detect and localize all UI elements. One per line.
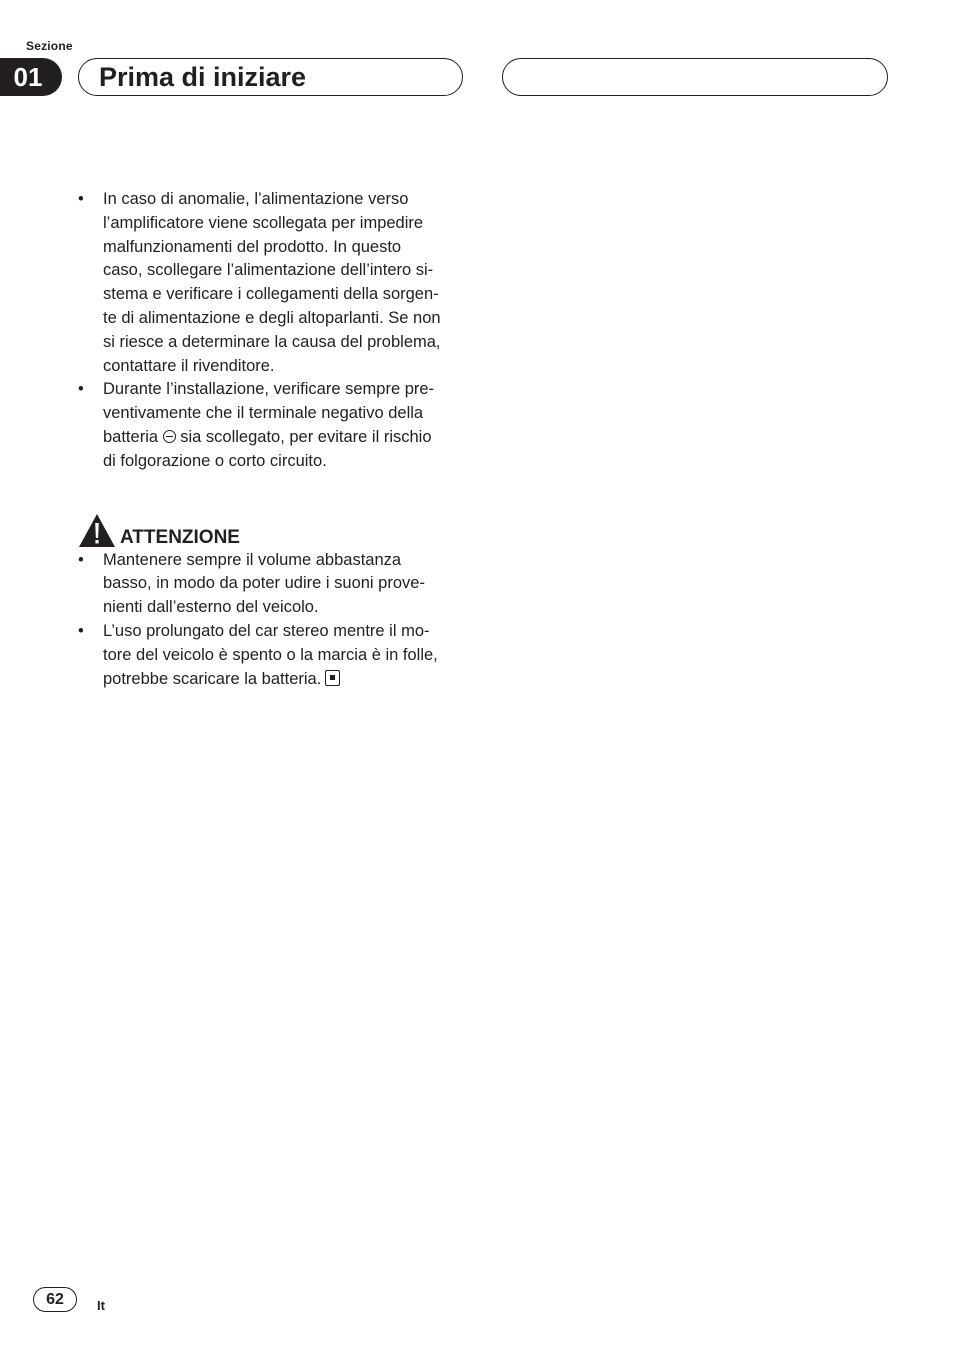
bullet-icon: • <box>78 380 84 399</box>
list-item <box>78 620 470 691</box>
page-title-text: Prima di iniziare <box>99 61 307 92</box>
caution-list <box>78 549 470 692</box>
line: si riesce a determinare la causa del problema, <box>103 332 441 351</box>
line: sia scollegato, per evitare il rischio <box>180 427 432 446</box>
main-column <box>78 188 470 691</box>
line: ventivamente che il terminale negativo della <box>103 404 424 423</box>
minus-circle-icon <box>163 430 176 443</box>
list-item <box>78 378 470 473</box>
list-item <box>78 188 470 378</box>
bullet-icon: • <box>78 621 84 640</box>
warning-triangle-icon <box>78 513 116 549</box>
info-list <box>78 188 470 474</box>
language-code: It <box>97 1298 105 1313</box>
line: batteria <box>103 427 159 446</box>
bullet-icon: • <box>78 550 84 569</box>
section-label: Sezione <box>26 39 73 53</box>
line: te di alimentazione e degli altoparlanti. Se non <box>103 308 441 327</box>
bullet-icon: • <box>78 190 84 208</box>
line: potrebbe scaricare la batteria. <box>103 669 322 688</box>
end-mark-icon <box>325 670 340 686</box>
line: l’amplificatore viene scollegata per impedire <box>103 213 424 232</box>
line: stema e verificare i collegamenti della sorgen- <box>103 285 439 304</box>
line: In caso di anomalie, l’alimentazione verso <box>103 190 409 208</box>
line: nienti dall’esterno del veicolo. <box>103 598 319 617</box>
line: basso, in modo da poter udire i suoni prove- <box>103 574 425 593</box>
line: L’uso prolungato del car stereo mentre il mo- <box>103 621 430 640</box>
section-number-badge: 01 <box>0 58 62 96</box>
line: caso, scollegare l’alimentazione dell’intero si- <box>103 261 434 280</box>
line: contattare il rivenditore. <box>103 356 275 375</box>
caution-heading <box>78 511 470 549</box>
page-title <box>78 58 463 96</box>
page-number: 62 <box>33 1287 77 1312</box>
line: Durante l’installazione, verificare sempre pre- <box>103 380 435 399</box>
list-item <box>78 549 470 620</box>
line: malfunzionamenti del prodotto. In questo <box>103 237 402 256</box>
right-header-box <box>502 58 888 96</box>
line: tore del veicolo è spento o la marcia è in folle, <box>103 645 438 664</box>
caution-title: ATTENZIONE <box>120 526 240 548</box>
line: di folgorazione o corto circuito. <box>103 451 327 470</box>
line: Mantenere sempre il volume abbastanza <box>103 550 402 569</box>
